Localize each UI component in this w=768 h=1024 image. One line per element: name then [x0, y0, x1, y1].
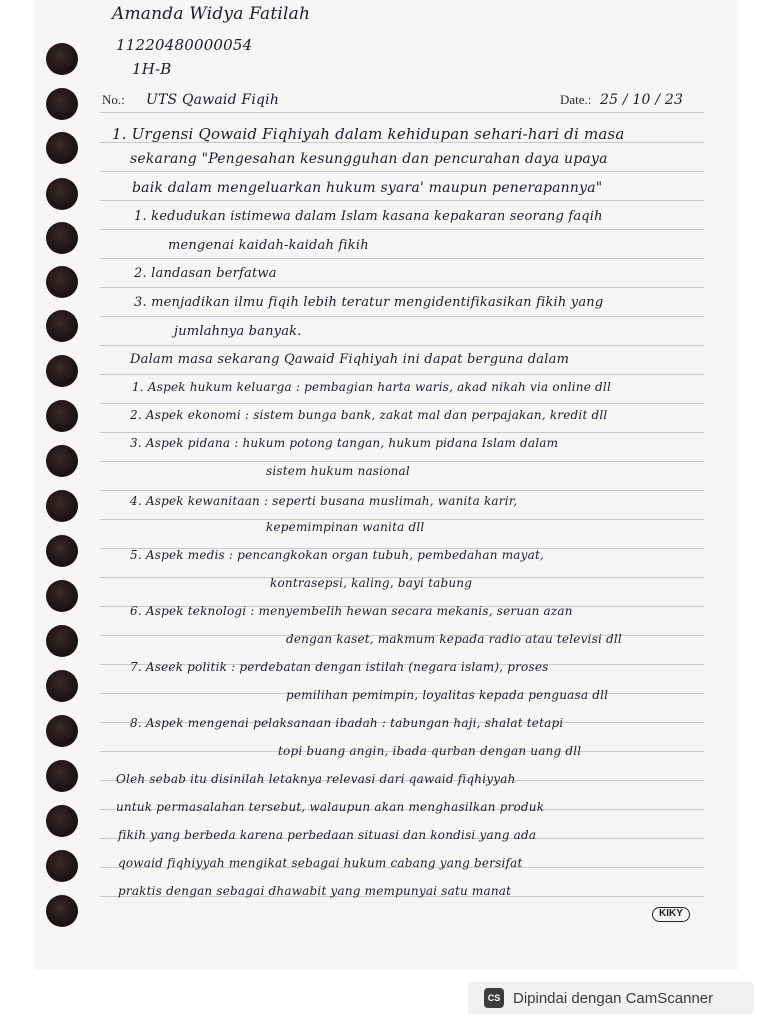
handwritten-line: kontrasepsi, kaling, bayi tabung: [270, 576, 473, 590]
binder-hole: [46, 535, 78, 567]
scanner-watermark: [468, 982, 754, 1014]
binder-hole: [46, 310, 78, 342]
handwritten-line: 3. menjadikan ilmu fiqih lebih teratur mengidentifikasikan fikih yang: [134, 295, 604, 310]
camscanner-logo-icon: CS: [484, 988, 504, 1008]
binder-hole: [46, 805, 78, 837]
binder-hole: [46, 625, 78, 657]
student-name: Amanda Widya Fatilah: [112, 4, 311, 24]
ruled-line: [100, 171, 704, 172]
handwritten-line: mengenai kaidah-kaidah fikih: [168, 238, 369, 253]
ruled-line: [100, 229, 704, 230]
handwritten-line: kepemimpinan wanita dll: [266, 520, 425, 534]
ruled-line: [100, 403, 704, 404]
handwritten-line: 2. Aspek ekonomi : sistem bunga bank, zakat mal dan perpajakan, kredit dll: [130, 408, 608, 422]
binder-hole: [46, 490, 78, 522]
handwritten-line: praktis dengan sebagai dhawabit yang mempunyai satu manat: [118, 884, 512, 898]
watermark-text: Dipindai dengan CamScanner: [513, 989, 714, 1007]
binder-hole: [46, 400, 78, 432]
handwritten-line: jumlahnya banyak.: [174, 324, 302, 339]
handwritten-line: fikih yang berbeda karena perbedaan situasi dan kondisi yang ada: [118, 828, 537, 842]
handwritten-line: 6. Aspek teknologi : menyembelih hewan secara mekanis, seruan azan: [130, 604, 573, 618]
binder-hole: [46, 715, 78, 747]
handwritten-line: qowaid fiqhiyyah mengikat sebagai hukum cabang yang bersifat: [118, 856, 523, 870]
binder-hole: [46, 670, 78, 702]
binder-hole: [46, 222, 78, 254]
exam-date: 25 / 10 / 23: [600, 92, 684, 108]
binder-hole: [46, 132, 78, 164]
binder-hole: [46, 266, 78, 298]
ruled-line: [100, 432, 704, 433]
student-id: 11220480000054: [116, 36, 253, 54]
handwritten-line: Dalam masa sekarang Qawaid Fiqhiyah ini dapat berguna dalam: [130, 352, 570, 367]
exam-subject: UTS Qawaid Fiqih: [146, 92, 280, 108]
handwritten-line: pemilihan pemimpin, loyalitas kepada penguasa dll: [286, 688, 609, 702]
handwritten-line: 1. kedudukan istimewa dalam Islam kasana kepakaran seorang faqih: [134, 209, 603, 224]
handwritten-line: 1. Aspek hukum keluarga : pembagian harta waris, akad nikah via online dll: [132, 380, 611, 394]
date-label: Date.:: [560, 92, 592, 107]
brand-stamp: KIKY: [652, 907, 690, 922]
ruled-line: [100, 316, 704, 317]
ruled-line: [100, 112, 704, 113]
handwritten-line: 4. Aspek kewanitaan : seperti busana muslimah, wanita karir,: [130, 494, 518, 508]
ruled-line: [100, 258, 704, 259]
no-label: No.:: [102, 92, 125, 107]
binder-hole: [46, 850, 78, 882]
binder-hole: [46, 43, 78, 75]
ruled-line: [100, 287, 704, 288]
binder-hole: [46, 88, 78, 120]
ruled-line: [100, 461, 704, 462]
binder-hole: [46, 355, 78, 387]
ruled-line: [100, 374, 704, 375]
class-label: 1H-B: [132, 60, 172, 78]
handwritten-line: 7. Aseek politik : perdebatan dengan istilah (negara islam), proses: [130, 660, 549, 674]
handwritten-line: Oleh sebab itu disinilah letaknya relevasi dari qawaid fiqhiyyah: [116, 772, 516, 786]
handwritten-line: baik dalam mengeluarkan hukum syara' maupun penerapannya": [132, 180, 603, 196]
binder-hole: [46, 178, 78, 210]
handwritten-line: 3. Aspek pidana : hukum potong tangan, hukum pidana Islam dalam: [130, 436, 559, 450]
binder-hole: [46, 580, 78, 612]
handwritten-line: 2. landasan berfatwa: [134, 266, 277, 281]
binder-hole: [46, 760, 78, 792]
binder-hole: [46, 445, 78, 477]
handwritten-line: 1. Urgensi Qowaid Fiqhiyah dalam kehidupan sehari-hari di masa: [112, 125, 625, 143]
handwritten-line: topi buang angin, ibada qurban dengan uang dll: [278, 744, 582, 758]
handwritten-line: sistem hukum nasional: [266, 464, 410, 478]
ruled-line: [100, 345, 704, 346]
notebook-page: [34, 0, 738, 970]
handwritten-line: 8. Aspek mengenai pelaksanaan ibadah : tabungan haji, shalat tetapi: [130, 716, 564, 730]
binder-hole: [46, 895, 78, 927]
ruled-line: [100, 200, 704, 201]
binder-holes: [46, 0, 82, 970]
handwritten-line: sekarang "Pengesahan kesungguhan dan pencurahan daya upaya: [130, 151, 608, 167]
handwritten-line: 5. Aspek medis : pencangkokan organ tubuh, pembedahan mayat,: [130, 548, 545, 562]
handwritten-line: dengan kaset, makmum kepada radio atau televisi dll: [286, 632, 622, 646]
ruled-line: [100, 490, 704, 491]
handwritten-line: untuk permasalahan tersebut, walaupun akan menghasilkan produk: [116, 800, 545, 814]
